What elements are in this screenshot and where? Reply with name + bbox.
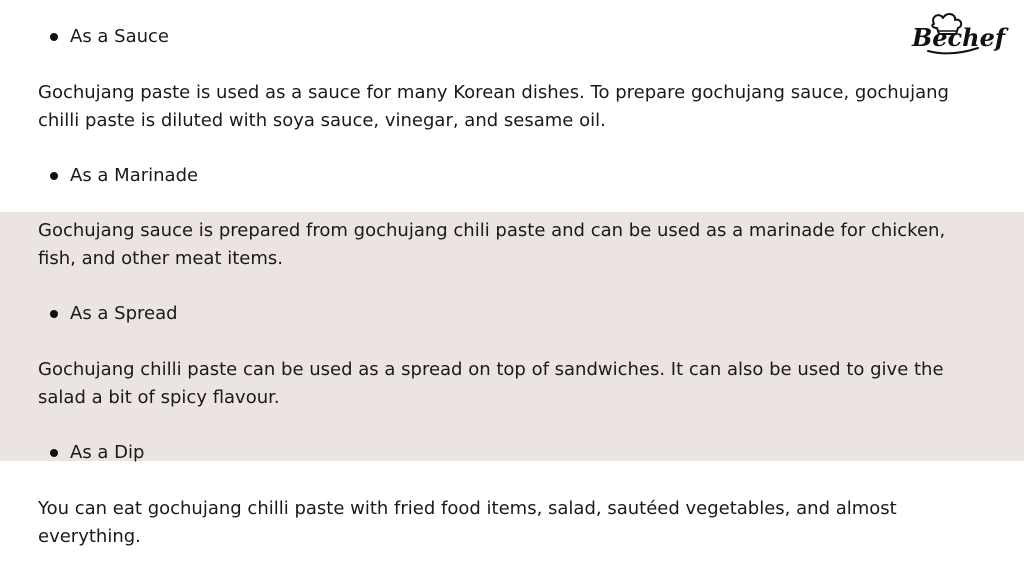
paragraph-spread: Gochujang chilli paste can be used as a spread on top of sandwiches. It can also be used to give the salad a bit of spicy flavour. xyxy=(38,359,944,408)
bullet-dot-icon xyxy=(50,172,58,180)
bullet-label: As a Dip xyxy=(70,442,145,463)
bullet-dot-icon xyxy=(50,33,58,41)
bullet-dot-icon xyxy=(50,310,58,318)
bullet-item-spread xyxy=(50,300,178,328)
bullet-item-sauce xyxy=(50,23,169,51)
bullet-item-dip xyxy=(50,439,144,467)
paragraph-marinade: Gochujang sauce is prepared from gochujang chili paste and can be used as a marinade for chicken, fish, and other meat items. xyxy=(38,220,946,269)
logo-text: Bechef xyxy=(912,23,1006,52)
paragraph-sauce: Gochujang paste is used as a sauce for many Korean dishes. To prepare gochujang sauce, gochujang chilli paste is diluted with soya sauce, vinegar, and sesame oil. xyxy=(38,82,949,131)
bullet-label: As a Spread xyxy=(70,303,178,324)
bullet-dot-icon xyxy=(50,449,58,457)
bullet-label: As a Sauce xyxy=(70,26,169,47)
paragraph-dip: You can eat gochujang chilli paste with fried food items, salad, sautéed vegetables, and almost everything. xyxy=(38,498,897,547)
bullet-label: As a Marinade xyxy=(70,165,199,186)
bechef-logo xyxy=(906,10,1006,60)
bullet-item-marinade xyxy=(50,162,198,190)
